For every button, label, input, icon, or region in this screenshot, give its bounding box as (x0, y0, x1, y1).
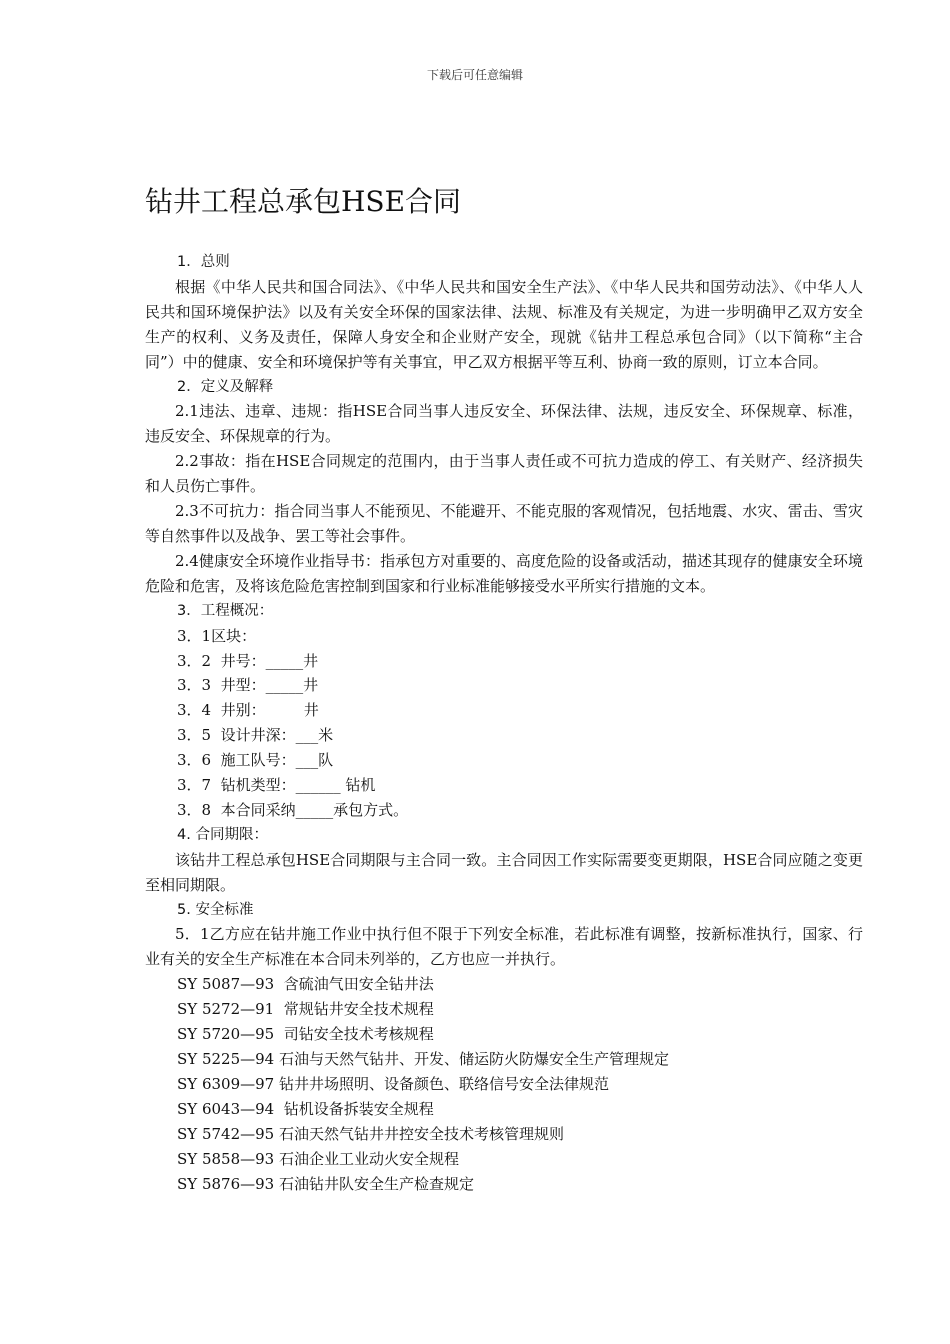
document-body (145, 250, 863, 1196)
overview-item: 3．1区块： (177, 626, 257, 645)
paragraph: 该钻井工程总承包HSE合同期限与主合同一致。主合同因工作实际需要变更期限，HSE合同应随之变更至相同期限。 (145, 850, 863, 894)
standard-item: SY 5742—95 石油天然气钻井井控安全技术考核管理规则 (177, 1124, 564, 1143)
definition-item: 2.4健康安全环境作业指导书：指承包方对重要的、高度危险的设备或活动，描述其现存的健康安全环境危险和危害，及将该危险危害控制到国家和行业标准能够接受水平所实行措施的文本。 (145, 551, 863, 595)
standard-item: SY 5876—93 石油钻井队安全生产检查规定 (177, 1174, 474, 1193)
section-heading: 2．定义及解释 (177, 378, 274, 395)
standard-item: SY 5272—91 常规钻井安全技术规程 (177, 1000, 434, 1019)
section-heading: 5. 安全标准 (177, 901, 254, 918)
paragraph: 根据《中华人民共和国合同法》、《中华人民共和国安全生产法》、《中华人民共和国劳动法》、《中华人人民共和国环境保护法》以及有关安全环保的国家法律、法规、标准及有关规定，为进一步明确甲乙双方安全生产的权利、义务及责任，保障人身安全和企业财产安全，现就《钻井工程总承包合同》（以下简称“主合同”）中的健康、安全和环境保护等有关事宜，甲乙双方根据平等互利、协商一致的原则，订立本合同。 (145, 277, 863, 371)
standard-item: SY 6309—97 钻井井场照明、设备颜色、联络信号安全法律规范 (177, 1074, 609, 1093)
section-heading: 1．总则 (177, 254, 230, 270)
standard-item: SY 5087—93 含硫油气田安全钻井法 (177, 975, 434, 994)
standard-item: SY 5225—94 石油与天然气钻井、开发、储运防火防爆安全生产管理规定 (177, 1050, 669, 1068)
standard-item: SY 5720—95 司钻安全技术考核规程 (177, 1025, 434, 1044)
paragraph: 5．1乙方应在钻井施工作业中执行但不限于下列安全标准，若此标准有调整，按新标准执行，国家、行业有关的安全生产标准在本合同未列举的，乙方也应一并执行。 (145, 925, 863, 969)
overview-item: 3．4 井别： 井 (177, 701, 319, 720)
definition-item: 2.1违法、违章、违规：指HSE合同当事人违反安全、环保法律、法规，违反安全、环保规章、标准，违反安全、环保规章的行为。 (145, 402, 863, 446)
document-title: 钻井工程总承包HSE合同 (145, 185, 462, 218)
section-heading: 3．工程概况： (177, 602, 274, 619)
standard-item: SY 5858—93 石油企业工业动火安全规程 (177, 1149, 459, 1168)
overview-item: 3．3 井型：_____井 (177, 676, 319, 695)
definition-item: 2.2事故：指在HSE合同规定的范围内，由于当事人责任或不可抗力造成的停工、有关财产、经济损失和人员伤亡事件。 (145, 452, 863, 496)
overview-item: 3．8 本合同采纳_____承包方式。 (177, 800, 409, 819)
overview-item: 3．7 钻机类型：______ 钻机 (177, 776, 376, 795)
standard-item: SY 6043—94 钻机设备拆装安全规程 (177, 1099, 434, 1118)
overview-item: 3．2 井号：_____井 (177, 651, 319, 670)
section-heading: 4. 合同期限： (177, 826, 268, 843)
definition-item: 2.3不可抗力：指合同当事人不能预见、不能避开、不能克服的客观情况，包括地震、水灾、雷击、雪灾等自然事件以及战争、罢工等社会事件。 (145, 502, 863, 545)
overview-item: 3．6 施工队号：___队 (177, 751, 334, 770)
page-header-note: 下载后可任意编辑 (426, 68, 523, 82)
overview-item: 3．5 设计井深：___米 (177, 726, 334, 745)
